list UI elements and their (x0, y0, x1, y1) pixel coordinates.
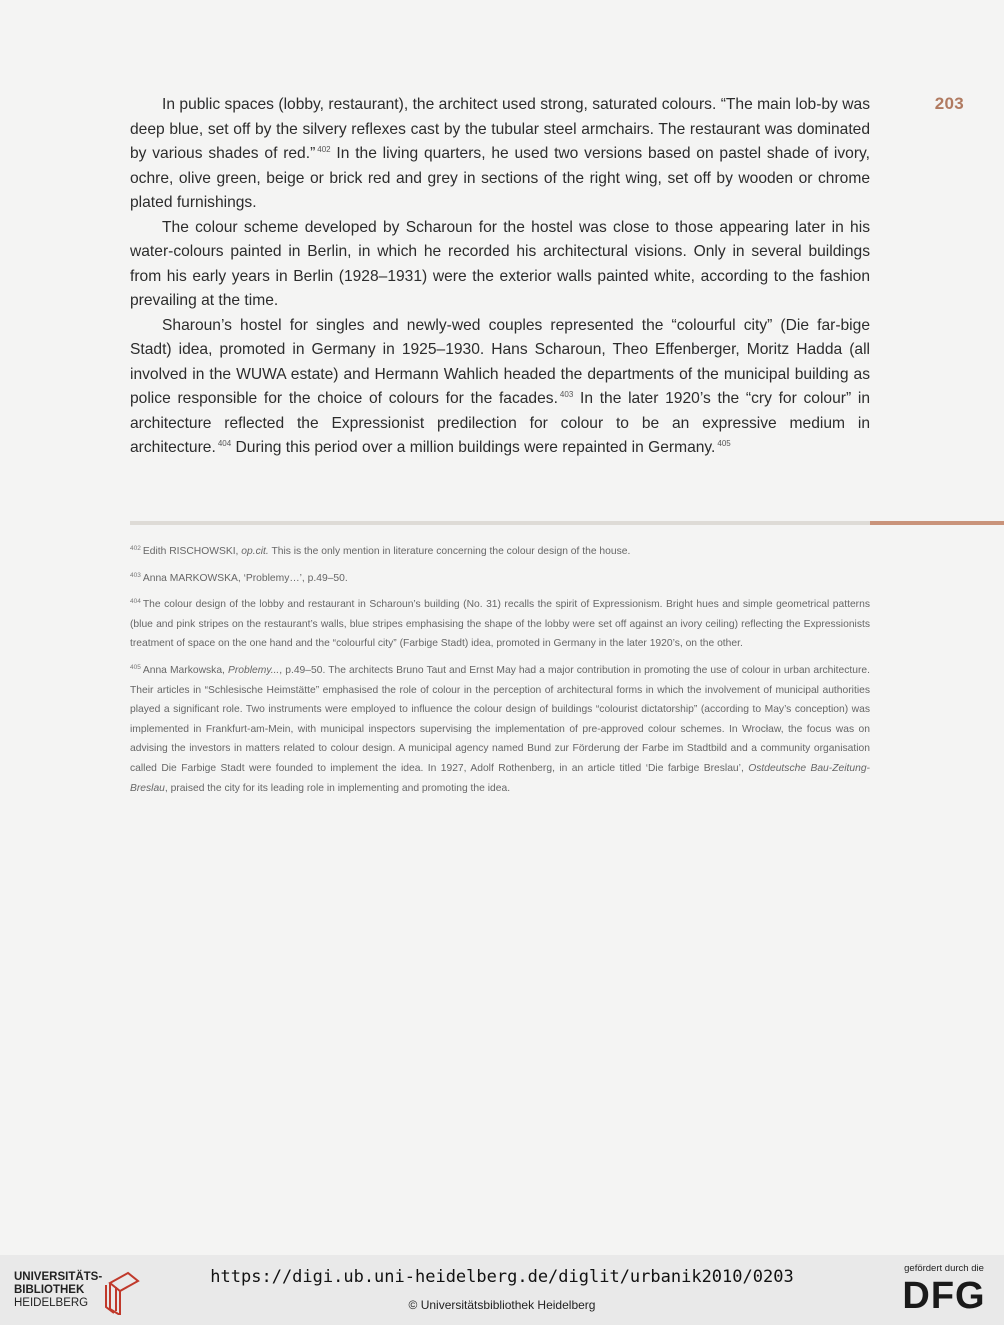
italic-text: Problemy... (227, 664, 280, 676)
footnote-reference[interactable]: 402 (317, 145, 331, 154)
text-run: Anna MARKOWSKA, ‘Problemy…’, p.49–50. (142, 572, 348, 584)
footnote-divider (130, 521, 870, 525)
paragraph (130, 216, 870, 314)
text-run: The colour design of the lobby and restaurant in Scharoun’s building (No. 31) recalls the spirit of Expressionism. Bright hues and simple geometrical patterns (blue and pink stripes on the restaurant’s walls, blue stripes emphasising the shape of the lobby were set off against an ivory ceiling) reflecting the Expressionists treatment of space on the one hand and the “colourful city” (Farbige Stadt) idea, promoted in Germany in the later 1920’s, on the other. (130, 599, 870, 650)
text-run: In the later 1920’s the “cry for colour” in architecture reflected the Expressionist predilection for colour to be an expressive medium in architecture. (130, 390, 870, 456)
footnote-divider-accent (870, 521, 1004, 525)
footnote-number: 402 (130, 545, 141, 552)
footnote-404 (130, 595, 870, 654)
paragraph (130, 93, 870, 216)
italic-text: op.cit. (241, 546, 269, 557)
footnote-number: 404 (130, 598, 141, 606)
page-number: 203 (934, 94, 964, 113)
dfg-caption: gefördert durch die (904, 1263, 984, 1274)
body-text (130, 93, 870, 461)
text-run: During this period over a million buildings were repainted in Germany. (231, 439, 716, 456)
text-run: In the living quarters, he used two versions based on pastel shade of ivory, ochre, olive green, beige or brick red and grey in sections of the right wing, set off by wooden or chrome plated furnishings. (130, 145, 870, 211)
permalink-url[interactable]: https://digi.ub.uni-heidelberg.de/diglit/urbanik2010/0203 (210, 1267, 794, 1287)
footnote-reference[interactable]: 404 (217, 439, 232, 448)
logo-line-2: BIBLIOTHEK (14, 1284, 85, 1296)
logo-line-3: HEIDELBERG (14, 1297, 89, 1309)
text-run: , praised the city for its leading role in implementing and promoting the idea. (164, 782, 511, 794)
text-run: Anna Markowska, (142, 664, 228, 676)
footnote-405 (130, 661, 870, 798)
italic-text: Ostdeutsche Bau-Zeitung-Breslau (130, 762, 870, 794)
dfg-logo: DFG (902, 1275, 986, 1317)
logo-line-1: UNIVERSITÄTS- (14, 1271, 103, 1283)
dfg-logo-block[interactable] (892, 1263, 996, 1319)
footnote-reference[interactable]: 405 (717, 439, 731, 448)
footnote-reference[interactable]: 403 (559, 390, 574, 399)
text-run: Sharoun’s hostel for singles and newly-wed couples represented the “colourful city” (Die far-bige Stadt) idea, promoted in Germany in 1925–1930. Hans Scharoun, Theo Effenberger, Moritz Hadda (all involved in the WUWA estate) and Hermann Wahlich headed the departments of the municipal building as police responsible for the choice of colours for the facades. (130, 316, 870, 407)
viewer-footer (0, 1255, 1004, 1325)
paragraph (130, 314, 870, 461)
text-run: The colour scheme developed by Scharoun for the hostel was close to those appearing later in his water-colours painted in Berlin, in which he recorded his architectural visions. Only in several buildings from his early years in Berlin (1928–1931) were the exterior walls painted white, according to the fashion prevailing at the time. (130, 218, 870, 309)
text-run: , p.49–50. The architects Bruno Taut and Ernst May had a major contribution in promoting the use of colour in urban architecture. Their articles in “Schlesische Heimstätte” emphasised the role of colour in the perception of architectural forms in which the involvement of municipal authorities played a significant role. Two instruments were employed to influence the colour design of buildings “colourist dictatorship” (according to May’s conception) was implemented in Frankfurt-am-Mein, with municipal inspectors supervising the implementation of pre-approved colour schemes. In Wrocław, the focus was on advising the investors in matters related to colour design. A municipal agency named Bund zur Förderung der Farbe im Stadtbild and a community organisation called Die Farbige Stadt were founded to implement the idea. In 1927, Adolf Rothenberg, in an article titled ‘Die farbige Breslau’, (130, 664, 870, 774)
footnote-403 (130, 569, 870, 589)
footnote-402 (130, 542, 870, 562)
text-run: This is the only mention in literature concerning the colour design of the house. (268, 546, 631, 557)
text-run: Edith RISCHOWSKI, (142, 546, 242, 557)
footnotes (130, 542, 870, 805)
footnote-number: 403 (130, 571, 141, 579)
footnote-number: 405 (130, 663, 141, 671)
copyright-notice: © Universitätsbibliothek Heidelberg (408, 1298, 596, 1312)
text-run: In public spaces (lobby, restaurant), the architect used strong, saturated colours. “The main lob-by was deep blue, set off by the silvery reflexes cast by the tubular steel armchairs. The restaurant was dominated by various shades of red.” (130, 96, 870, 162)
